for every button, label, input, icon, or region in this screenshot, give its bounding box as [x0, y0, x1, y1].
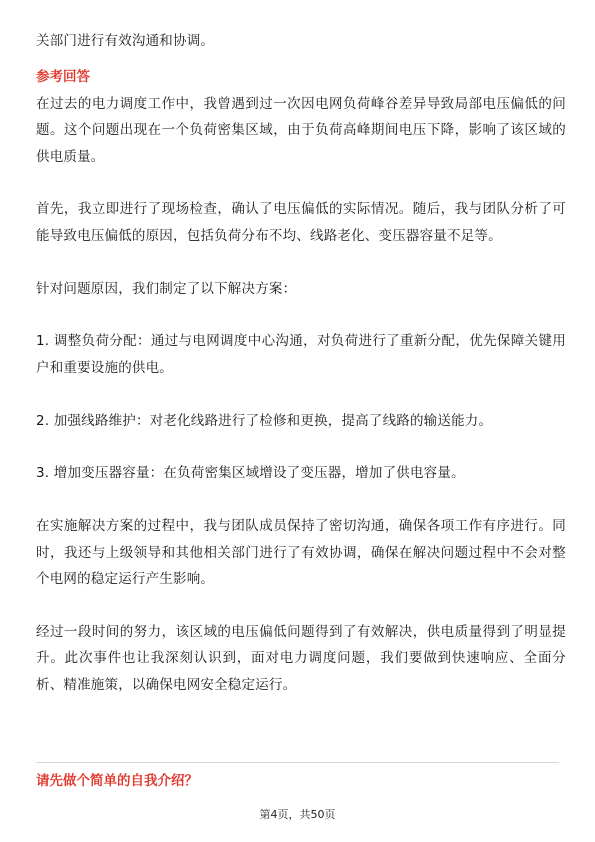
paragraph-7: 在实施解决方案的过程中，我与团队成员保持了密切沟通，确保各项工作有序进行。同时，我还与上级领导和其他相关部门进行了有效协调，确保在解决问题过程中不会对整个电网的稳定运行产生影响。	[36, 518, 566, 588]
paragraph-1: 在过去的电力调度工作中，我曾遇到过一次因电网负荷峰谷差异导致局部电压偏低的问题。这个问题出现在一个负荷密集区域，由于负荷高峰期间电压下降，影响了该区域的供电质量。	[36, 95, 566, 165]
paragraph-3: 针对问题原因，我们制定了以下解决方案：	[36, 280, 297, 297]
paragraph-2: 首先，我立即进行了现场检查，确认了电压偏低的实际情况。随后，我与团队分析了可能导致电压偏低的原因，包括负荷分布不均、线路老化、变压器容量不足等。	[36, 201, 566, 244]
solution-item-3: 3. 增加变压器容量：在负荷密集区域增设了变压器，增加了供电容量。	[36, 465, 465, 482]
paragraph-8: 经过一段时间的努力，该区域的电压偏低问题得到了有效解决，供电质量得到了明显提升。此次事件也让我深刻认识到，面对电力调度问题，我们要做到快速响应、全面分析、精准施策，以确保电网安全稳定运行。	[36, 623, 566, 693]
intro-line: 关部门进行有效沟通和协调。	[36, 33, 215, 49]
solution-item-2: 2. 加强线路维护：对老化线路进行了检修和更换，提高了线路的输送能力。	[36, 412, 493, 429]
reference-answer-heading: 参考回答	[36, 69, 90, 86]
page-number-footer: 第4页，共50页	[259, 808, 336, 821]
solution-item-1: 1. 调整负荷分配：通过与电网调度中心沟通，对负荷进行了重新分配，优先保障关键用户和重要设施的供电。	[36, 333, 566, 376]
document-content	[36, 28, 566, 698]
section-divider	[36, 762, 559, 763]
next-question-heading: 请先做个简单的自我介绍？	[36, 773, 198, 789]
